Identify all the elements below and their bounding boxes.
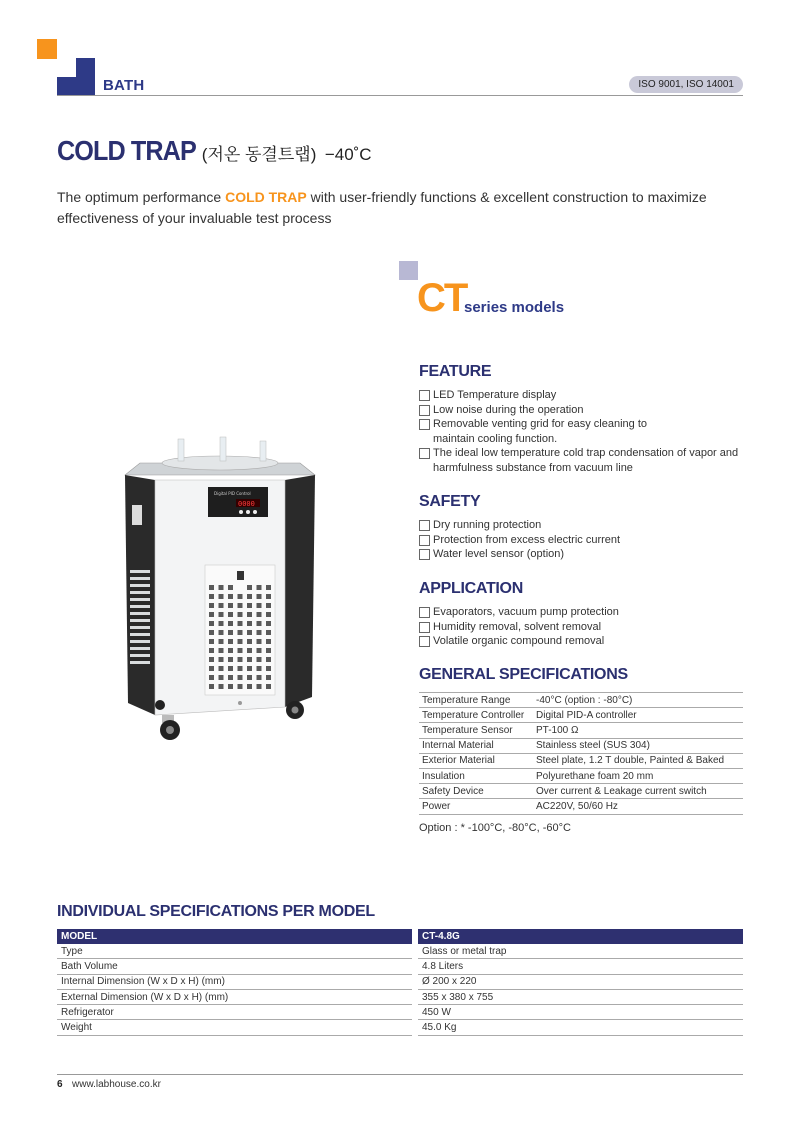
option-note: Option : * -100°C, -80°C, -60°C bbox=[419, 822, 571, 834]
spec-value: Stainless steel (SUS 304) bbox=[533, 738, 743, 753]
spec-key: Temperature Controller bbox=[419, 708, 533, 723]
spec-value: 4.8 Liters bbox=[418, 959, 743, 974]
spec-key: Exterior Material bbox=[419, 753, 533, 768]
table-row bbox=[57, 944, 743, 959]
table-row bbox=[57, 1005, 743, 1020]
spec-key: Safety Device bbox=[419, 784, 533, 799]
spec-value: Digital PID-A controller bbox=[533, 708, 743, 723]
spec-key: Weight bbox=[57, 1020, 412, 1035]
spec-key: Internal Material bbox=[419, 738, 533, 753]
spec-key: Internal Dimension (W x D x H) (mm) bbox=[57, 975, 412, 990]
column-header-ct-4-8g: CT-4.8G bbox=[418, 929, 743, 944]
application-item: Evaporators, vacuum pump protection bbox=[419, 605, 619, 620]
application-list bbox=[419, 605, 619, 649]
safety-item: Water level sensor (option) bbox=[419, 547, 620, 562]
spec-key: Temperature Range bbox=[419, 693, 533, 708]
logo-square-navy bbox=[76, 58, 95, 96]
spec-key: Insulation bbox=[419, 768, 533, 783]
spec-value: Steel plate, 1.2 T double, Painted & Baked bbox=[533, 753, 743, 768]
description-text-end: with user-friendly functions & excellent construction to maximize effectiveness of your invaluable test process bbox=[57, 189, 707, 226]
series-label: series models bbox=[464, 299, 565, 316]
table-row bbox=[57, 990, 743, 1005]
feature-list bbox=[419, 388, 738, 476]
category-label: BATH bbox=[103, 77, 145, 94]
page-title bbox=[57, 135, 372, 167]
spec-value: 450 W bbox=[418, 1005, 743, 1020]
feature-item: Removable venting grid for easy cleaning to bbox=[419, 417, 738, 432]
table-row bbox=[57, 959, 743, 974]
general-specs-table bbox=[419, 692, 743, 815]
spec-key: External Dimension (W x D x H) (mm) bbox=[57, 990, 412, 1005]
certification-badge: ISO 9001, ISO 14001 bbox=[629, 76, 743, 93]
feature-item: LED Temperature display bbox=[419, 388, 738, 403]
feature-heading: FEATURE bbox=[419, 363, 492, 380]
spec-value: AC220V, 50/60 Hz bbox=[533, 799, 743, 814]
application-heading: APPLICATION bbox=[419, 580, 523, 597]
table-row bbox=[419, 738, 743, 753]
table-row bbox=[419, 753, 743, 768]
table-row bbox=[419, 768, 743, 783]
spec-key: Type bbox=[57, 944, 412, 959]
table-row bbox=[419, 723, 743, 738]
application-item: Volatile organic compound removal bbox=[419, 634, 619, 649]
spec-value: 45.0 Kg bbox=[418, 1020, 743, 1035]
title-korean: (저온 동결트랩) bbox=[201, 145, 317, 164]
safety-item: Protection from excess electric current bbox=[419, 533, 620, 548]
individual-specs-heading: INDIVIDUAL SPECIFICATIONS PER MODEL bbox=[57, 903, 375, 920]
individual-specs-table bbox=[57, 929, 743, 1036]
general-specs-heading: GENERAL SPECIFICATIONS bbox=[419, 666, 628, 683]
panel-display: 0000 bbox=[238, 500, 255, 508]
description-highlight: COLD TRAP bbox=[225, 189, 307, 205]
feature-item: Low noise during the operation bbox=[419, 403, 738, 418]
safety-heading: SAFETY bbox=[419, 493, 481, 510]
spec-key: Bath Volume bbox=[57, 959, 412, 974]
feature-item-continued: harmfulness substance from vacuum line bbox=[433, 461, 633, 474]
description-text: The optimum performance bbox=[57, 189, 226, 205]
feature-item: The ideal low temperature cold trap condensation of vapor and bbox=[419, 446, 738, 461]
table-row bbox=[57, 1020, 743, 1035]
spec-key: Refrigerator bbox=[57, 1005, 412, 1020]
series-square bbox=[399, 261, 418, 280]
table-header-row bbox=[57, 929, 743, 944]
spec-value: Ø 200 x 220 bbox=[418, 975, 743, 990]
spec-value: PT-100 Ω bbox=[533, 723, 743, 738]
spec-value: Glass or metal trap bbox=[418, 944, 743, 959]
product-image bbox=[120, 425, 320, 745]
table-row bbox=[419, 708, 743, 723]
series-code: CT bbox=[417, 276, 467, 320]
feature-item-continued: maintain cooling function. bbox=[433, 432, 558, 445]
application-item: Humidity removal, solvent removal bbox=[419, 620, 619, 635]
column-header-model: MODEL bbox=[57, 929, 412, 944]
spec-key: Power bbox=[419, 799, 533, 814]
table-row bbox=[57, 975, 743, 990]
title-main: COLD TRAP bbox=[57, 135, 196, 166]
spec-key: Temperature Sensor bbox=[419, 723, 533, 738]
spec-value: 355 x 380 x 755 bbox=[418, 990, 743, 1005]
table-row bbox=[419, 784, 743, 799]
spec-value: -40°C (option : -80°C) bbox=[533, 693, 743, 708]
page-number: 6 bbox=[57, 1079, 63, 1090]
panel-brand: Digital PID Control bbox=[214, 491, 251, 496]
logo-square-navy-small bbox=[57, 77, 76, 96]
product-description bbox=[57, 187, 747, 229]
safety-list bbox=[419, 518, 620, 562]
table-row bbox=[419, 693, 743, 708]
header-divider bbox=[57, 95, 743, 96]
safety-item: Dry running protection bbox=[419, 518, 620, 533]
spec-value: Over current & Leakage current switch bbox=[533, 784, 743, 799]
logo-square-orange bbox=[37, 39, 57, 59]
footer-divider bbox=[57, 1074, 743, 1075]
title-temperature: −40˚C bbox=[324, 145, 372, 164]
website-link[interactable]: www.labhouse.co.kr bbox=[72, 1079, 161, 1090]
table-row bbox=[419, 799, 743, 814]
spec-value: Polyurethane foam 20 mm bbox=[533, 768, 743, 783]
